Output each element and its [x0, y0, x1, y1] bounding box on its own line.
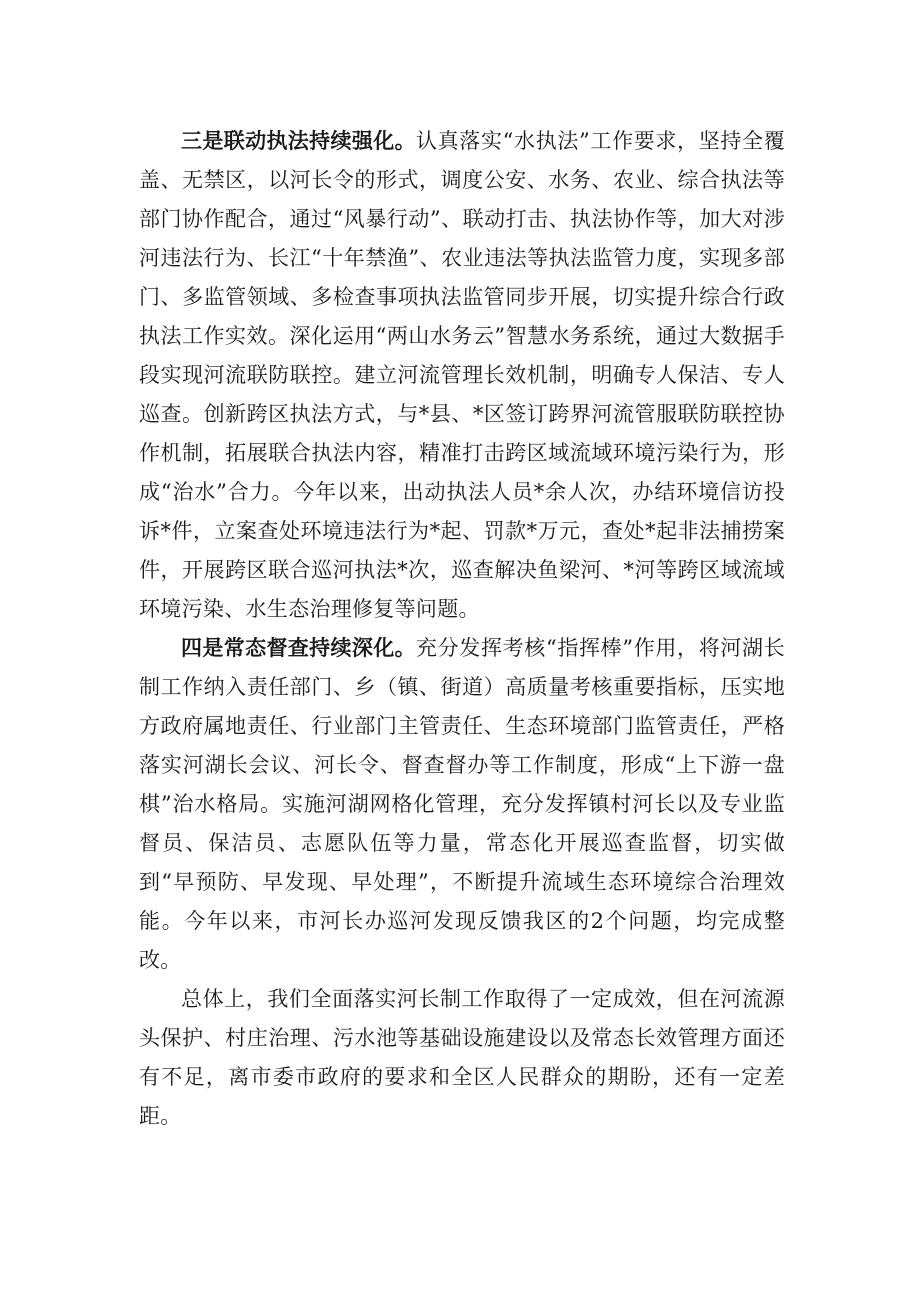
paragraph-summary — [139, 980, 785, 1136]
paragraph-text: 充分发挥考核“指挥棒”作用，将河湖长制工作纳入责任部门、乡（镇、街道）高质量考核重要指标，压实地方政府属地责任、行业部门主管责任、生态环境部门监管责任，严格落实河湖长会议、河长令、督查督办等工作制度，形成“上下游一盘棋”治水格局。实施河湖网格化管理，充分发挥镇村河长以及专业监督员、保洁员、志愿队伍等力量，常态化开展巡查监督，切实做到“早预防、早发现、早处理”，不断提升流域生态环境综合治理效能。今年以来，市河长办巡河发现反馈我区的2个问题，均完成整改。 — [139, 636, 786, 972]
paragraph-heading: 四是常态督查持续深化。 — [181, 636, 416, 660]
paragraph-text: 认真落实“水执法”工作要求，坚持全覆盖、无禁区，以河长令的形式，调度公安、水务、农业、综合执法等部门协作配合，通过“风暴行动”、联动打击、执法协作等，加大对涉河违法行为、长江“十年禁渔”、农业违法等执法监管力度，实现多部门、多监管领域、多检查事项执法监管同步开展，切实提升综合行政执法工作实效。深化运用“两山水务云”智慧水务系统，通过大数据手段实现河流联防联控。建立河流管理长效机制，明确专人保洁、专人巡查。创新跨区执法方式，与*县、*区签订跨界河流管服联防联控协作机制，拓展联合执法内容，精准打击跨区域流域环境污染行为，形成“治水”合力。今年以来，出动执法人员*余人次，办结环境信访投诉*件，立案查处环境违法行为*起、罚款*万元，查处*起非法捕捞案件，开展跨区联合巡河执法*次，巡查解决鱼梁河、*河等跨区域流域环境污染、水生态治理修复等问题。 — [139, 129, 786, 621]
paragraph-heading: 三是联动执法持续强化。 — [181, 129, 416, 153]
paragraph-text: 总体上，我们全面落实河长制工作取得了一定成效，但在河流源头保护、村庄治理、污水池等基础设施建设以及常态长效管理方面还有不足，离市委市政府的要求和全区人民群众的期盼，还有一定差距。 — [139, 987, 785, 1128]
document-body — [139, 122, 785, 1136]
paragraph-joint-enforcement — [139, 122, 785, 629]
paragraph-regular-supervision — [139, 629, 785, 980]
